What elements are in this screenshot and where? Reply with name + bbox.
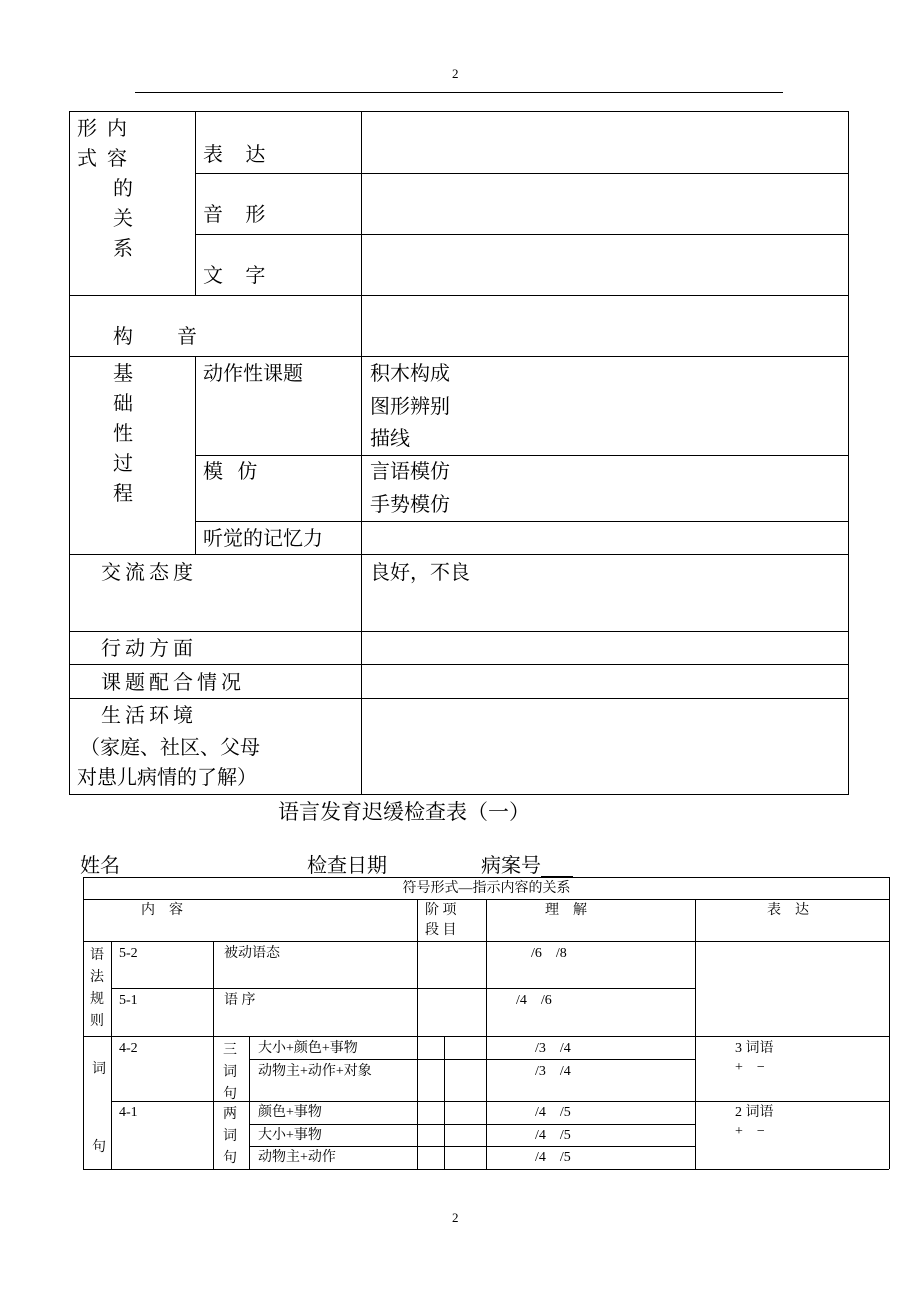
col-understand-header: 理 解: [545, 903, 587, 918]
living-env-note-2: 对患儿病情的了解）: [77, 765, 257, 789]
page-number-top: 2: [452, 66, 459, 81]
name-field-label: 姓名: [80, 853, 120, 877]
item-agent-action-object: 动物主+动作+对象: [258, 1064, 372, 1079]
item-agent-action: 动物主+动作: [258, 1150, 336, 1165]
action-item-tracing: 描线: [370, 426, 410, 450]
table2-header-title: 符号形式—指示内容的关系: [402, 881, 571, 896]
stage-code: 5-2: [119, 946, 138, 961]
item-color-object: 颜色+事物: [258, 1105, 322, 1120]
articulation-label-2: 音: [177, 324, 197, 348]
imitation-label: 模 仿: [203, 459, 262, 483]
stage-code: 4-2: [119, 1041, 138, 1056]
item-size-object: 大小+事物: [258, 1128, 322, 1143]
case-number-blank: [541, 856, 573, 878]
action-task-label: 动作性课题: [203, 361, 303, 385]
item-passive: 被动语态: [224, 946, 280, 961]
understand-score: /4 /5: [535, 1150, 571, 1165]
express-three-words: 3 词语: [735, 1041, 774, 1056]
express-plus-minus: + −: [735, 1124, 765, 1139]
col-express-header: 表 达: [767, 903, 809, 918]
phrase-label-1: 词: [92, 1062, 106, 1077]
exam-date-label: 检查日期: [307, 853, 387, 877]
communication-attitude-value: 良好，不良: [370, 560, 470, 584]
action-item-shapes: 图形辨别: [370, 394, 450, 418]
understand-score: /6 /8: [531, 946, 567, 961]
sound-form-label: 音 形: [203, 202, 274, 226]
stage-code: 4-1: [119, 1105, 138, 1120]
behavior-label: 行动方面: [101, 636, 197, 660]
form-title: 语言发育迟缓检查表（一）: [278, 800, 530, 824]
item-word-order: 语 序: [224, 993, 256, 1008]
action-item-blocks: 积木构成: [370, 361, 450, 385]
phrase-label-2: 句: [92, 1140, 106, 1155]
living-env-note-1: （家庭、社区、父母: [80, 735, 260, 759]
imitation-item-gesture: 手势模仿: [370, 492, 450, 516]
item-size-color-object: 大小+颜色+事物: [258, 1041, 358, 1056]
living-env-label: 生活环境: [101, 703, 197, 727]
header-rule: [135, 92, 783, 93]
col-stage-header-1: 阶 项: [425, 903, 457, 918]
express-two-words: 2 词语: [735, 1105, 774, 1120]
understand-score: /4 /5: [535, 1128, 571, 1143]
case-number-label: 病案号: [481, 853, 541, 877]
stage-code: 5-1: [119, 993, 138, 1008]
express-plus-minus: + −: [735, 1060, 765, 1075]
case-number-field: [481, 849, 573, 878]
articulation-label-1: 构: [113, 324, 133, 348]
understand-score: /4 /5: [535, 1105, 571, 1120]
imitation-item-speech: 言语模仿: [370, 459, 450, 483]
understand-score: /4 /6: [516, 993, 552, 1008]
text-label: 文 字: [203, 263, 274, 287]
col-stage-header-2: 段 目: [425, 923, 457, 938]
col-content-header: 内 容: [141, 903, 183, 918]
auditory-memory-label: 听觉的记忆力: [203, 526, 323, 550]
expression-label: 表 达: [203, 142, 274, 166]
understand-score: /3 /4: [535, 1041, 571, 1056]
task-cooperation-label: 课题配合情况: [101, 670, 245, 694]
page-number-bottom: 2: [452, 1210, 459, 1225]
understand-score: /3 /4: [535, 1064, 571, 1079]
communication-attitude-label: 交流态度: [101, 560, 197, 584]
